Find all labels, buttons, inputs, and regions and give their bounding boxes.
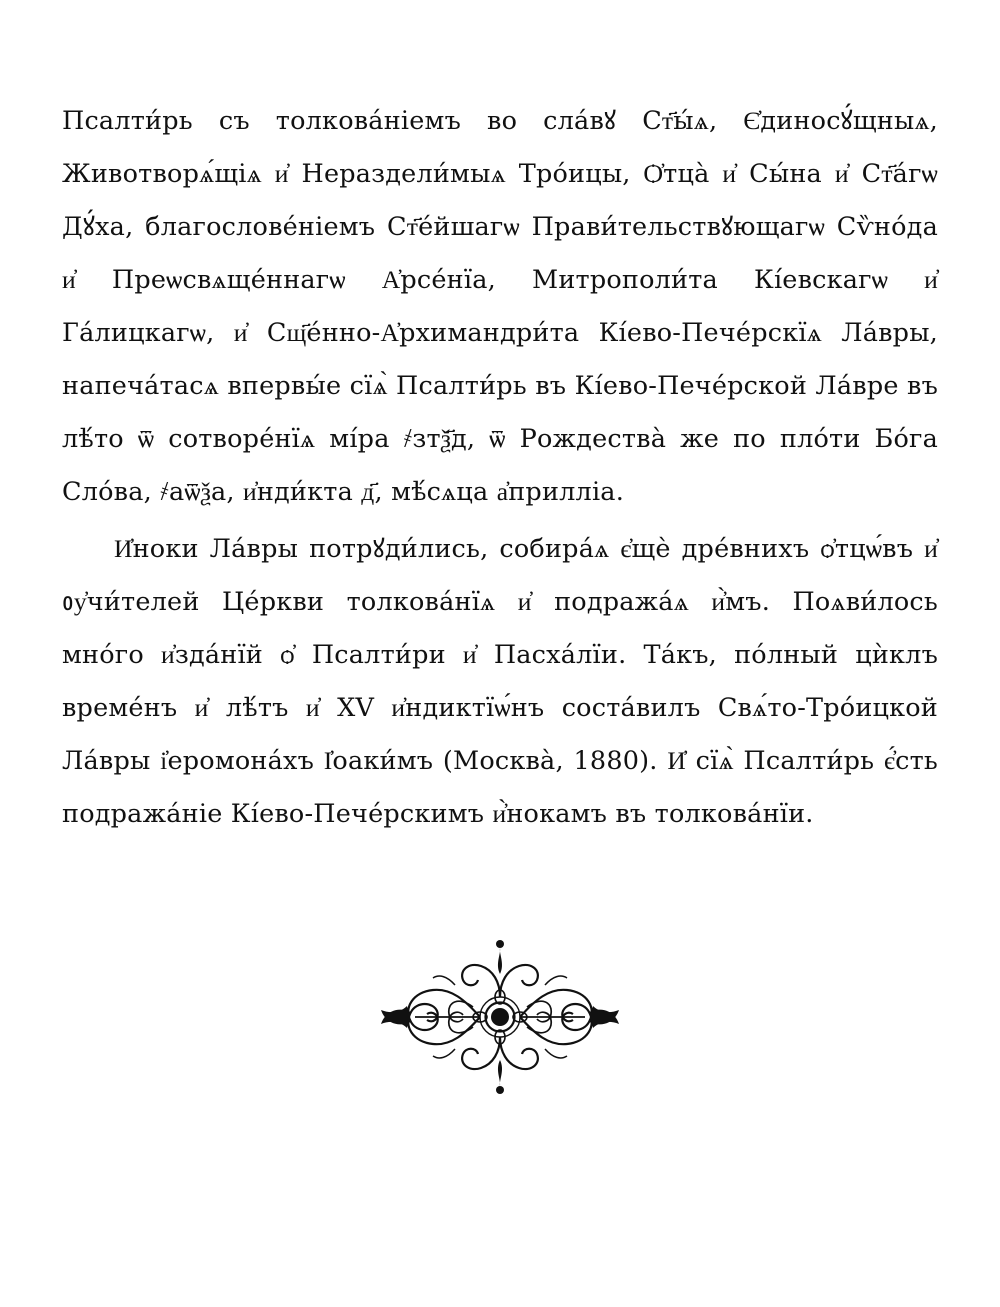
paragraph-text: И҆ноки Ла́вры потрꙋди́лись, собира́ѧ є҆щѐ дре́внихъ ѻ҆тцѡ́въ и҆ ᲂу҆чи́телей Це́ркви толкова́нїѧ и҆ подража́ѧ и҆̀мъ. Поѧви́лось мно́го и҆зда́нїй ѻ҆ Псалти́ри и҆ Пасха́лїи. Та́къ, по́лный цѝклъ време́нъ и҆ лѣ́тъ и҆ XV и҆ндиктїѡ́нъ соста́вилъ Свѧ́то-Тро́ицкой Ла́вры і҆еромона́хъ І҆оаки́мъ (Москва̀, 1880). И҆ сїѧ̀ Псалти́рь є҆́сть подража́ніе Кі́ево-Пече́рскимъ и҆̀нокамъ въ толкова́нїи. bbox=[62, 534, 938, 829]
ornament-container bbox=[0, 930, 1000, 1105]
floral-vignette-ornament bbox=[355, 930, 645, 1105]
paragraph-monks-labor bbox=[62, 523, 938, 841]
body-text bbox=[62, 95, 938, 841]
paragraph-text: Псалти́рь съ толкова́ніемъ во сла́вꙋ Ст҃ы́ѧ, Є҆диносꙋ́щныѧ, Животворѧ́щіѧ и҆ Нераздели́мыѧ Тро́ицы, Ѻ҆тца̀ и҆ Сы́на и҆ Ст҃а́гѡ Дꙋ́ха, благослове́ніемъ Ст҃е́йшагѡ Прави́тельствꙋющагѡ Сѷно́да и҆ Преѡсвѧще́ннагѡ А҆рсе́нїа, Митрополи́та Кі́евскагѡ и҆ Га́лицкагѡ, и҆ Сщ҃е́нно-А҆рхимандри́та Кі́ево-Пече́рскїѧ Ла́вры, напеча́тасѧ впервы́е сїѧ̀ Псалти́рь въ Кі́ево-Пече́рской Ла́вре въ лѣ́то ѿ сотворе́нїѧ мі́ра ҂зтѯ҃д, ѿ Рождества̀ же по пло́ти Бо́га Сло́ва, ҂аѿѯа, и҆нди́кта д҃, мѣ́сѧца а҆прилліа. bbox=[62, 106, 938, 507]
paragraph-title-imprint bbox=[62, 95, 938, 519]
